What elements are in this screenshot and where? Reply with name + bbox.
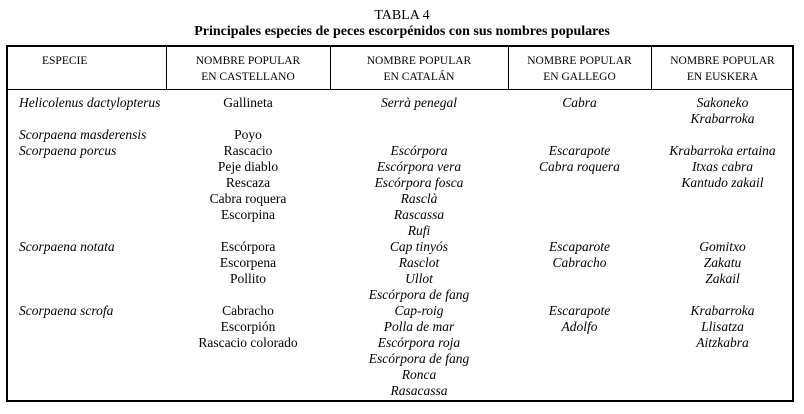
header-castellano xyxy=(166,55,330,87)
gallego-cell xyxy=(508,303,651,335)
catalan-name: Rasclot xyxy=(398,255,440,270)
header-euskera xyxy=(651,55,794,87)
castellano-cell xyxy=(166,143,330,223)
species-name: Scorpaena scrofa xyxy=(19,303,114,318)
catalan-name: Cap-roig xyxy=(394,303,444,318)
header-catalan xyxy=(330,55,508,87)
euskera-name: Sakoneko xyxy=(696,95,749,110)
header-especie-label: ESPECIE xyxy=(42,55,88,67)
species-cell xyxy=(19,303,189,319)
table-title: Principales especies de peces escorpénidos con sus nombres populares xyxy=(194,24,610,39)
euskera-cell xyxy=(651,239,794,287)
header-rule xyxy=(8,89,792,90)
catalan-name: Rascassa xyxy=(393,207,445,222)
species-name: Helicolenus dactylopterus xyxy=(19,95,161,110)
catalan-cell xyxy=(330,239,508,303)
header-castellano-line1: NOMBRE POPULAR xyxy=(195,55,301,67)
header-catalan-line2: EN CATALÁN xyxy=(383,71,455,83)
castellano-name: Cabra roquera xyxy=(209,191,287,206)
table-label: TABLA 4 xyxy=(374,8,430,23)
euskera-name: Llisatza xyxy=(701,319,744,334)
header-euskera-line1: NOMBRE POPULAR xyxy=(670,55,775,67)
header-gallego xyxy=(508,55,651,87)
castellano-name: Peje diablo xyxy=(217,159,279,174)
header-especie xyxy=(8,55,166,68)
gallego-cell xyxy=(508,95,651,111)
euskera-name: Gomitxo xyxy=(699,239,746,254)
catalan-name: Cap tinyós xyxy=(389,239,449,254)
header-gallego-line2: EN GALLEGO xyxy=(543,71,616,83)
catalan-cell xyxy=(330,95,508,111)
castellano-name: Rascacio colorado xyxy=(198,335,298,350)
catalan-name: Serrà penegal xyxy=(380,95,458,110)
catalan-name: Escórpora de fang xyxy=(368,351,470,366)
catalan-name: Ronca xyxy=(401,367,437,382)
header-catalan-line1: NOMBRE POPULAR xyxy=(366,55,472,67)
castellano-name: Gallineta xyxy=(223,95,273,110)
castellano-cell xyxy=(166,303,330,351)
catalan-name: Ullot xyxy=(405,271,433,286)
header-gallego-line1: NOMBRE POPULAR xyxy=(527,55,632,67)
euskera-name: Krabarroka xyxy=(690,303,755,318)
catalan-name: Escórpora vera xyxy=(376,159,462,174)
header-castellano-line2: EN CASTELLANO xyxy=(201,71,295,83)
catalan-cell xyxy=(330,303,508,399)
species-cell xyxy=(19,127,189,143)
euskera-cell xyxy=(651,95,794,127)
euskera-cell xyxy=(651,303,794,351)
castellano-name: Escorpina xyxy=(221,207,275,222)
castellano-name: Escorpena xyxy=(219,255,277,270)
catalan-name: Polla de mar xyxy=(383,319,455,334)
castellano-name: Pollito xyxy=(229,271,266,286)
gallego-name: Escaparote xyxy=(549,239,610,254)
castellano-cell xyxy=(166,239,330,287)
catalan-name: Rufi xyxy=(407,223,431,238)
species-name: Scorpaena porcus xyxy=(19,143,117,158)
euskera-name: Aitzkabra xyxy=(696,335,749,350)
species-cell xyxy=(19,239,189,255)
euskera-cell xyxy=(651,143,794,191)
table-frame xyxy=(6,45,794,402)
euskera-name: Zakail xyxy=(705,271,740,286)
gallego-name: Adolfo xyxy=(561,319,598,334)
gallego-name: Cabra roquera xyxy=(539,159,620,174)
species-cell xyxy=(19,95,189,111)
gallego-name: Cabracho xyxy=(552,255,607,270)
catalan-cell xyxy=(330,143,508,239)
castellano-name: Rescaza xyxy=(225,175,271,190)
catalan-name: Rasacassa xyxy=(390,383,448,398)
catalan-name: Escórpora xyxy=(390,143,448,158)
castellano-name: Escorpión xyxy=(220,319,276,334)
species-name: Scorpaena masderensis xyxy=(19,127,147,142)
gallego-cell xyxy=(508,239,651,271)
castellano-name: Rascacio xyxy=(223,143,273,158)
castellano-cell xyxy=(166,127,330,143)
castellano-name: Cabracho xyxy=(222,303,274,318)
species-name: Scorpaena notata xyxy=(19,239,115,254)
castellano-name: Poyo xyxy=(234,127,262,142)
euskera-name: Krabarroka xyxy=(690,111,755,126)
catalan-name: Escórpora fosca xyxy=(374,175,464,190)
euskera-name: Itxas cabra xyxy=(691,159,754,174)
gallego-name: Escarapote xyxy=(548,143,611,158)
catalan-name: Escórpora roja xyxy=(377,335,461,350)
header-euskera-line2: EN EUSKERA xyxy=(686,71,759,83)
species-cell xyxy=(19,143,189,159)
euskera-name: Kantudo zakail xyxy=(681,175,764,190)
castellano-cell xyxy=(166,95,330,111)
euskera-name: Krabarroka ertaina xyxy=(669,143,776,158)
castellano-name: Escórpora xyxy=(220,239,276,254)
gallego-name: Cabra xyxy=(562,95,597,110)
catalan-name: Escórpora de fang xyxy=(368,287,470,302)
gallego-cell xyxy=(508,143,651,175)
gallego-name: Escarapote xyxy=(548,303,611,318)
euskera-name: Zakatu xyxy=(703,255,742,270)
catalan-name: Rasclà xyxy=(400,191,438,206)
